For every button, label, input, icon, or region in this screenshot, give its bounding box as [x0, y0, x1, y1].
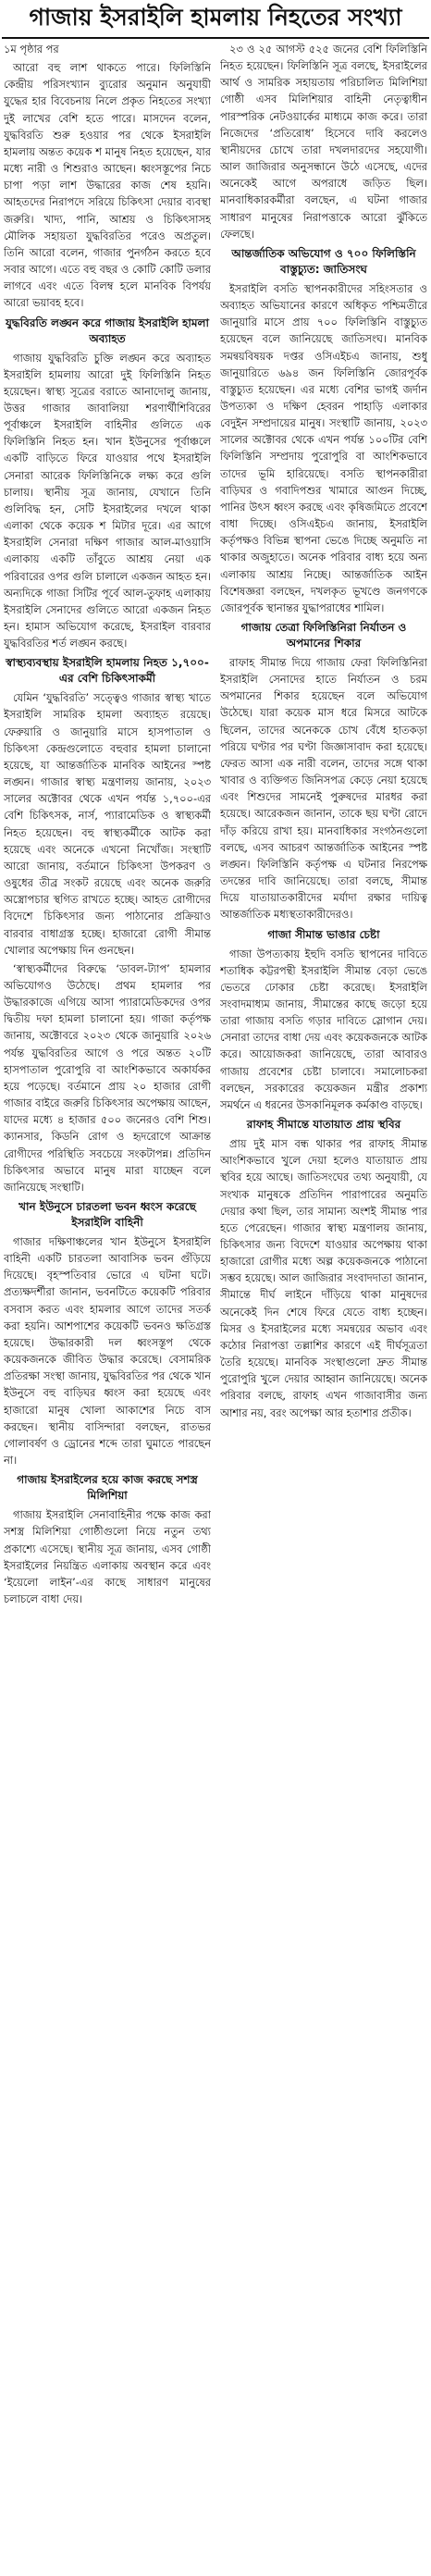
- paragraph: ‘স্বাস্থ্যকর্মীদের বিরুদ্ধে ‘ডাবল-ট্যাপ’ হামলার অভিযোগও উঠেছে। প্রথম হামলার পর উদ্ধারকাজে এগিয়ে আসা প্যারামেডিকদের ওপর দ্বিতীয় দফা হামলা চালানো হয়। গাজা কর্তৃপক্ষ জানায়, অক্টোবরে ২০২৩ থেকে জানুয়ারি ২০২৬ পর্যন্ত যুদ্ধবিরতির আগে ও পরে অন্তত ২০টি হাসপাতাল পুরোপুরি বা আংশিকভাবে অকার্যকর হয়ে পড়েছে। বর্তমানে প্রায় ২০ হাজার রোগী গাজার বাইরে জরুরি চিকিৎসার অপেক্ষায় আছেন, যাদের মধ্যে ৪ হাজার ৫০০ জনেরও বেশি শিশু। ক্যানসার, কিডনি রোগ ও হৃদরোগে আক্রান্ত রোগীদের পরিস্থিতি সবচেয়ে সংকটাপন্ন। প্রতিদিন চিকিৎসার অভাবে মানুষ মারা যাচ্ছেন বলে জানিয়েছে সংস্থাটি।: [4, 961, 211, 1194]
- article-columns: [4, 41, 427, 2576]
- subheading: গাজায় তেত্রা ফিলিস্তিনিরা নির্যাতন ও অপমানের শিকার: [240, 621, 407, 650]
- subheading: আন্তর্জাতিক অভিযোগ ও ৭০০ ফিলিস্তিনি বাস্তুচ্যুত: জাতিসংঘ: [231, 246, 416, 276]
- paragraph: গাজা উপত্যকায় ইহুদি বসতি স্থাপনের দাবিতে শতাধিক কট্টরপন্থী ইসরাইলি সীমান্ত বেড়া ভেঙে ভেতরে ঢোকার চেষ্টা করেছে। ইসরাইলি সংবাদমাধ্যম জানায়, সীমান্তের কাছে জড়ো হয়ে তারা গাজায় বসতি গড়ার দাবিতে স্লোগান দেয়। সেনারা তাদের বাধা দেয় এবং কয়েকজনকে আটক করে। আয়োজকরা জানিয়েছে, তারা আবারও গাজায় প্রবেশের চেষ্টা চালাবে। সমালোচকরা বলছেন, সরকারের কয়েকজন মন্ত্রীর প্রকাশ্য সমর্থনে এ ধরনের উসকানিমূলক কর্মকাণ্ড বাড়ছে।: [220, 947, 427, 1111]
- subheading: রাফাহ সীমান্তে যাতায়াত প্রায় স্থবির: [246, 1118, 401, 1132]
- subheading: খান ইউনুসে চারতলা ভবন ধ্বংস করেছে ইসরাইলি বাহিনী: [18, 1200, 196, 1229]
- paragraph: গাজার দক্ষিণাঞ্চলের খান ইউনুসে ইসরাইলি বাহিনী একটি চারতলা আবাসিক ভবন গুঁড়িয়ে দিয়েছে। বৃহস্পতিবার ভোরে এ ঘটনা ঘটে। প্রত্যক্ষদর্শীরা জানান, ভবনটিতে কয়েকটি পরিবার বসবাস করত এবং হামলার আগে তাদের সতর্ক করা হয়নি। আশপাশের কয়েকটি ভবনও ক্ষতিগ্রস্ত হয়েছে। উদ্ধারকারী দল ধ্বংসস্তূপ থেকে কয়েকজনকে জীবিত উদ্ধার করেছে। বেসামরিক প্রতিরক্ষা সংস্থা জানায়, যুদ্ধবিরতির পর থেকে খান ইউনুসে বহু বাড়িঘর ধ্বংস করা হয়েছে এবং হাজারো মানুষ খোলা আকাশের নিচে বাস করছেন। স্থানীয় বাসিন্দারা বলছেন, রাতভর গোলাবর্ষণ ও ড্রোনের শব্দে তারা ঘুমাতে পারছেন না।: [4, 1235, 211, 1468]
- headline: গাজায় ইসরাইলি হামলায় নিহতের সংখ্যা: [2, 0, 429, 39]
- paragraph: প্রায় দুই মাস বন্ধ থাকার পর রাফাহ সীমান্ত আংশিকভাবে খুলে দেয়া হলেও যাতায়াত প্রায় স্থবির হয়ে আছে। জাতিসংঘের তথ্য অনুযায়ী, যে সংখ্যক মানুষকে প্রতিদিন পারাপারের অনুমতি দেয়ার কথা ছিল, তার সামান্য অংশই সীমান্ত পার হতে পেরেছেন। গাজার স্বাস্থ্য মন্ত্রণালয় জানায়, চিকিৎসার জন্য বিদেশে যাওয়ার অপেক্ষায় থাকা হাজারো রোগীর মধ্যে অল্প কয়েকজনকে পাঠানো সম্ভব হয়েছে। আল জাজিরার সংবাদদাতা জানান, সীমান্তে দীর্ঘ লাইনে দাঁড়িয়ে থাকা মানুষদের অনেকেই দিন শেষে ফিরে যেতে বাধ্য হচ্ছেন। মিসর ও ইসরাইলের মধ্যে সমন্বয়ের অভাব এবং কঠোর নিরাপত্তা তল্লাশির কারণে এই দীর্ঘসূত্রতা তৈরি হয়েছে। মানবিক সংস্থাগুলো দ্রুত সীমান্ত পুরোপুরি খুলে দেয়ার আহ্বান জানিয়েছে। অনেক পরিবার বলছে, রাফাহ এখন গাজাবাসীর জন্য আশার নয়, বরং অপেক্ষা আর হতাশার প্রতীক।: [220, 1137, 427, 1419]
- subheading: গাজা সীমান্ত ভাঙার চেষ্টা: [267, 927, 380, 941]
- paragraph: ২৩ ও ২৫ আগস্ট ৫২৫ জনের বেশি ফিলিস্তিনি নিহত হয়েছেন। ফিলিস্তিনি সূত্র বলছে, ইসরাইলের আর্থ ও সামরিক সহায়তায় পরিচালিত মিলিশিয়া গোষ্ঠী এসব মিলিশিয়ার বাহিনী নেতৃত্বাধীন পারস্পরিক নেটওয়ার্কের মাধ্যমে কাজ করে। তারা নিজেদের ‘প্রতিরোধ’ হিসেবে দাবি করলেও স্থানীয়দের চোখে তারা দখলদারদের সহযোগী। আল জাজিরার অনুসন্ধানে উঠে এসেছে, এদের অনেকেই আগে অপরাধে জড়িত ছিল। মানবাধিকারকর্মীরা বলছেন, এ ঘটনা গাজার সাধারণ মানুষের নিরাপত্তাকে আরো ঝুঁকিতে ফেলছে।: [220, 43, 427, 241]
- subheading: স্বাস্থ্যব্যবস্থায় ইসরাইলি হামলায় নিহত ১,৭০০-এর বেশি চিকিৎসাকর্মী: [6, 656, 209, 686]
- paragraph: আরো বহু লাশ থাকতে পারে। ফিলিস্তিনি কেন্দ্রীয় পরিসংখ্যান ব্যুরোর অনুমান অনুযায়ী যুদ্ধের হার বিবেচনায় নিলে প্রকৃত নিহতের সংখ্যা দুই লাখের বেশি হতে পারে। মাসদেন বলেন, যুদ্ধবিরতি শুরু হওয়ার পর থেকে ইসরাইলি হামলায় অন্তত কয়েক শ মানুষ নিহত হয়েছেন, যার মধ্যে নারী ও শিশুরাও আছেন। ধ্বংসস্তূপের নিচে চাপা পড়া লাশ উদ্ধারের কাজ শেষ হয়নি। আহতদের নিরাপদে সরিয়ে চিকিৎসা দেয়ার ব্যবস্থা জরুরি। খাদ্য, পানি, আশ্রয় ও চিকিৎসাসহ মৌলিক সহায়তা যুদ্ধবিরতির পরেও অপ্রতুল। তিনি আরো বলেন, গাজার পুনর্গঠন করতে হবে সবার আগে। এতে বহু বছর ও কোটি কোটি ডলার লাগবে এবং এতে বিলম্ব হলে মানবিক বিপর্যয় আরো ভয়াবহ হবে।: [4, 61, 211, 310]
- subheading: যুদ্ধবিরতি লঙ্ঘন করে গাজায় ইসরাইলি হামলা অব্যাহত: [6, 316, 209, 345]
- paragraph: গাজায় ইসরাইলি সেনাবাহিনীর পক্ষে কাজ করা সশস্ত্র মিলিশিয়া গোষ্ঠীগুলো নিয়ে নতুন তথ্য প্রকাশ্যে এসেছে। স্থানীয় সূত্র জানায়, এসব গোষ্ঠী ইসরাইলের নিয়ন্ত্রিত এলাকায় অবস্থান করে এবং ‘ইয়েলো লাইন’-এর কাছে সাধারণ মানুষের চলাচলে বাধা দেয়।: [4, 1508, 211, 1605]
- page-continuation-note: ১ম পৃষ্ঠার পর: [4, 43, 59, 56]
- paragraph: গাজায় যুদ্ধবিরতি চুক্তি লঙ্ঘন করে অব্যাহত ইসরাইলি হামলায় আরো দুই ফিলিস্তিনি নিহত হয়েছেন। স্বাস্থ্য সূত্রের বরাতে আনাদোলু জানায়, উত্তর গাজার জাবালিয়া শরণার্থীশিবিরের পূর্বাঞ্চলে ইসরাইলি বাহিনীর গুলিতে এক ফিলিস্তিনি নিহত হন। খান ইউনুসের পূর্বাঞ্চলে একটি বাড়িতে ফিরে যাওয়ার পথে ইসরাইলি সেনারা আরেক ফিলিস্তিনিকে লক্ষ্য করে গুলি চালায়। স্থানীয় সূত্র জানায়, যেখানে তিনি গুলিবিদ্ধ হন, সেটি ইসরাইলের দখলে থাকা এলাকা থেকে কয়েক শ মিটার দূরে। এর আগে ইসরাইলি সেনারা দক্ষিণ গাজার আল-মাওয়াসি এলাকায় একটি তাঁবুতে আশ্রয় নেয়া এক পরিবারের ওপর গুলি চালালে একজন আহত হন। অন্যদিকে গাজা সিটির পূর্বে আল-তুফাহ এলাকায় ইসরাইলি সেনাদের গুলিতে আরো একজন নিহত হন। হামাস অভিযোগ করেছে, ইসরাইল বারবার যুদ্ধবিরতির শর্ত লঙ্ঘন করছে।: [4, 351, 211, 650]
- column-left: [4, 41, 211, 2576]
- subheading: গাজায় ইসরাইলের হয়ে কাজ করছে সশস্ত্র মিলিশিয়া: [17, 1473, 198, 1503]
- paragraph: যেমিন ‘যুদ্ধবিরতি’ সত্ত্বেও গাজার স্বাস্থ্য খাতে ইসরাইলি সামরিক হামলা অব্যাহত রয়েছে। ফেরুয়ারি ও জানুয়ারি মাসে হাসপাতাল ও চিকিৎসা কেন্দ্রগুলোতে বহুবার হামলা চালানো হয়েছে, যা আন্তর্জাতিক মানবিক আইনের স্পষ্ট লঙ্ঘন। গাজার স্বাস্থ্য মন্ত্রণালয় জানায়, ২০২৩ সালের অক্টোবর থেকে এখন পর্যন্ত ১,৭০০-এর বেশি চিকিৎসক, নার্স, প্যারামেডিক ও স্বাস্থ্যকর্মী নিহত হয়েছেন। বহু স্বাস্থ্যকর্মীকে আটক করা হয়েছে এবং অনেকে এখনো নিখোঁজ। সংস্থাটি আরো জানায়, বর্তমানে চিকিৎসা উপকরণ ও ওষুধের তীব্র সংকট রয়েছে এবং অনেক জরুরি অস্ত্রোপচার স্থগিত রাখতে হচ্ছে। আহত রোগীদের বিদেশে চিকিৎসার জন্য পাঠানোর প্রক্রিয়াও বারবার বাধাগ্রস্ত হচ্ছে। হাজারো রোগী সীমান্ত খোলার অপেক্ষায় দিন গুনছেন।: [4, 691, 211, 957]
- column-right: [220, 41, 427, 2576]
- paragraph: ইসরাইলি বসতি স্থাপনকারীদের সহিংসতার ও অব্যাহত অভিযানের কারণে অধিকৃত পশ্চিমতীরে জানুয়ারি মাসে প্রায় ৭০০ ফিলিস্তিনি বাস্তুচ্যুত হয়েছেন বলে জানিয়েছে জাতিসংঘ। মানবিক সমন্বয়বিষয়ক দপ্তর ওসিএইচএ জানায়, শুধু জানুয়ারিতে ৬৯৪ জন ফিলিস্তিনি জোরপূর্বক বাস্তুচ্যুত হয়েছেন। এর মধ্যে বেশির ভাগই জর্দান উপত্যকা ও দক্ষিণ হেবরন পাহাড়ি এলাকার বেদুইন সম্প্রদায়ের মানুষ। সংস্থাটি জানায়, ২০২৩ সালের অক্টোবর থেকে এখন পর্যন্ত ১০০টির বেশি ফিলিস্তিনি সম্প্রদায় পুরোপুরি বা আংশিকভাবে তাদের ভূমি হারিয়েছে। বসতি স্থাপনকারীরা বাড়িঘর ও গবাদিপশুর খামারে আগুন দিচ্ছে, পানির উৎস ধ্বংস করছে এবং কৃষিজমিতে প্রবেশে বাধা দিচ্ছে। ওসিএইচএ জানায়, ইসরাইলি কর্তৃপক্ষও বিভিন্ন স্থাপনা ভেঙে দিচ্ছে অনুমতি না থাকার অজুহাতে। অনেক পরিবার বাধ্য হয়ে অন্য এলাকায় আশ্রয় নিচ্ছে। আন্তর্জাতিক আইন বিশেষজ্ঞরা বলছেন, দখলকৃত ভূখণ্ডে জনগণকে জোরপূর্বক স্থানান্তর যুদ্ধাপরাধের শামিল।: [220, 281, 427, 614]
- paragraph: রাফাহ সীমান্ত দিয়ে গাজায় ফেরা ফিলিস্তিনিরা ইসরাইলি সেনাদের হাতে নির্যাতন ও চরম অপমানের শিকার হয়েছেন বলে অভিযোগ উঠেছে। যারা কয়েক মাস ধরে মিসরে আটকে ছিলেন, তাদের অনেককে চোখ বেঁধে হাতকড়া পরিয়ে ঘণ্টার পর ঘণ্টা জিজ্ঞাসাবাদ করা হয়েছে। ফেরত আসা এক নারী বলেন, তাদের সঙ্গে থাকা খাবার ও ব্যক্তিগত জিনিসপত্র কেড়ে নেয়া হয়েছে এবং শিশুদের সামনেই পুরুষদের মারধর করা হয়েছে। আরেকজন জানান, তাকে ছয় ঘণ্টা রোদে দাঁড় করিয়ে রাখা হয়। মানবাধিকার সংগঠনগুলো বলছে, এসব আচরণ আন্তর্জাতিক আইনের স্পষ্ট লঙ্ঘন। ফিলিস্তিনি কর্তৃপক্ষ এ ঘটনার নিরপেক্ষ তদন্তের দাবি জানিয়েছে। তারা বলছে, সীমান্ত দিয়ে যাতায়াতকারীদের মর্যাদা রক্ষার দায়িত্ব আন্তর্জাতিক মধ্যস্থতাকারীদেরও।: [220, 656, 427, 922]
